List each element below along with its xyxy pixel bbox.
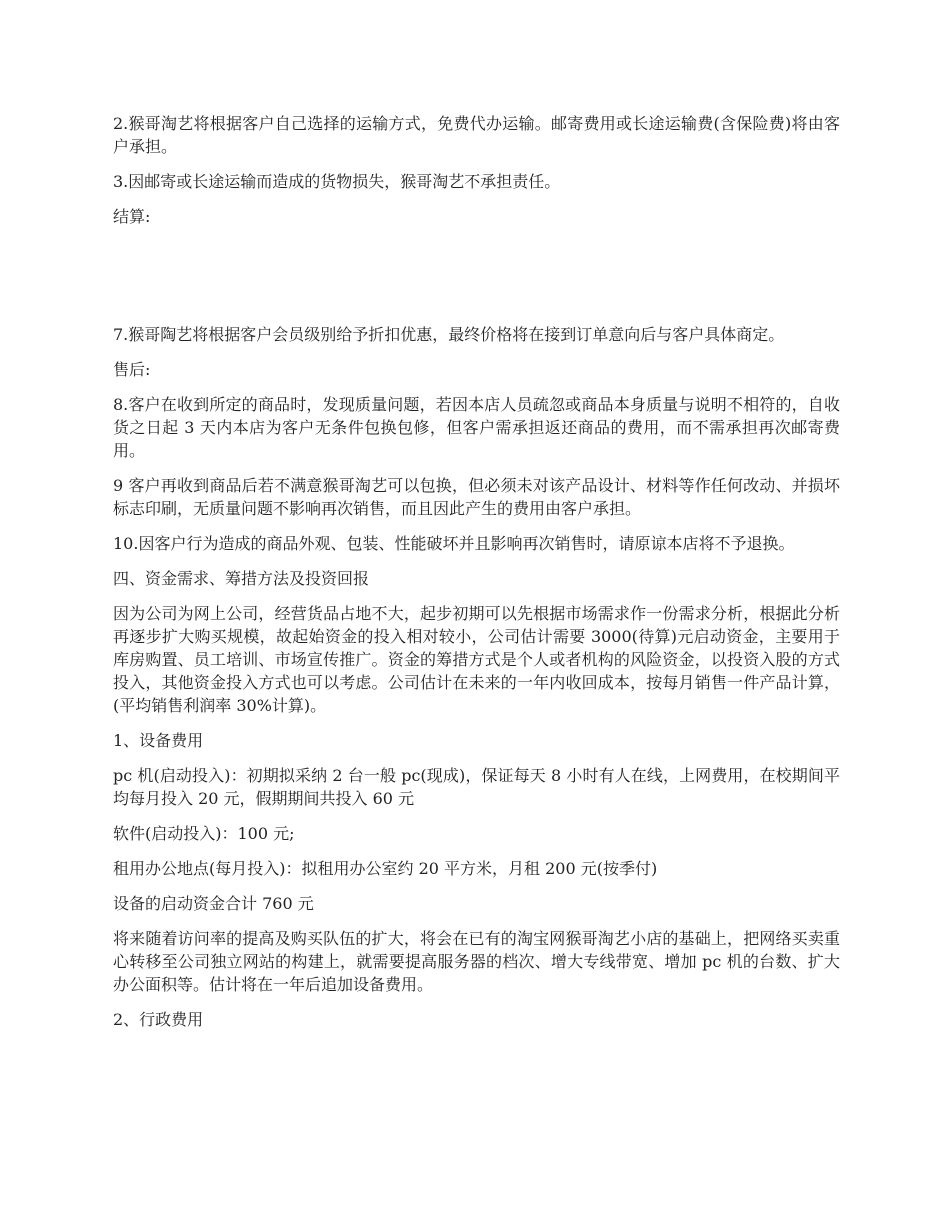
paragraph-member-discount: 7.猴哥陶艺将根据客户会员级别给予折扣优惠，最终价格将在接到订单意向后与客户具体商定。	[113, 325, 785, 344]
paragraph-exchange-policy: 9 客户再收到商品后若不满意猴哥淘艺可以包换，但必须未对该产品设计、材料等作任何改动、并损坏标志印刷，无质量问题不影响再次销售，而且因此产生的费用由客户承担。	[113, 476, 840, 518]
paragraph-future-expansion: 将来随着访问率的提高及购买队伍的扩大，将会在已有的淘宝网猴哥淘艺小店的基础上，把网络买卖重心转移至公司独立网站的构建上，就需要提高服务器的档次、增大专线带宽、增加 pc 机的台数、扩大办公面积等。估计将在一年后追加设备费用。	[113, 929, 840, 994]
paragraph-no-return: 10.因客户行为造成的商品外观、包装、性能破坏并且影响再次销售时，请原谅本店将不予退换。	[113, 534, 795, 553]
document-page	[113, 112, 840, 1043]
heading-after-sales: 售后:	[113, 360, 151, 379]
paragraph-shipping-loss: 3.因邮寄或长途运输而造成的货物损失，猴哥淘艺不承担责任。	[113, 172, 561, 191]
heading-equipment-cost: 1、设备费用	[113, 731, 204, 750]
paragraph-quality-issue: 8.客户在收到所定的商品时，发现质量问题，若因本店人员疏忽或商品本身质量与说明不相符的，自收货之日起 3 天内本店为客户无条件包换包修，但客户需承担返还商品的费用，而不需承担再次邮寄费用。	[113, 395, 840, 460]
paragraph-office-rent: 租用办公地点(每月投入)：拟租用办公室约 20 平方米，月租 200 元(按季付)	[113, 859, 658, 878]
paragraph-software-cost: 软件(启动投入)：100 元;	[113, 824, 295, 843]
paragraph-funding-details: 因为公司为网上公司，经营货品占地不大，起步初期可以先根据市场需求作一份需求分析，根据此分析再逐步扩大购买规模，故起始资金的投入相对较小，公司估计需要 3000(待算)元启动资金，主要用于库房购置、员工培训、市场宣传推广。资金的筹措方式是个人或者机构的风险资金，以投资入股的方式投入，其他资金投入方式也可以考虑。公司估计在未来的一年内收回成本，按每月销售一件产品计算， (平均销售利润率 30%计算)。	[113, 604, 840, 715]
heading-funding: 四、资金需求、筹措方法及投资回报	[113, 569, 370, 588]
blank-gap	[113, 240, 840, 323]
heading-settlement: 结算:	[113, 207, 151, 226]
paragraph-pc-cost: pc 机(启动投入)：初期拟采纳 2 台一般 pc(现成)，保证每天 8 小时有人在线，上网费用，在校期间平均每月投入 20 元，假期期间共投入 60 元	[113, 766, 840, 808]
paragraph-equipment-total: 设备的启动资金合计 760 元	[113, 894, 314, 913]
paragraph-shipping-method: 2.猴哥淘艺将根据客户自己选择的运输方式，免费代办运输。邮寄费用或长途运输费(含保险费)将由客户承担。	[113, 114, 840, 156]
heading-admin-cost: 2、行政费用	[113, 1010, 204, 1029]
